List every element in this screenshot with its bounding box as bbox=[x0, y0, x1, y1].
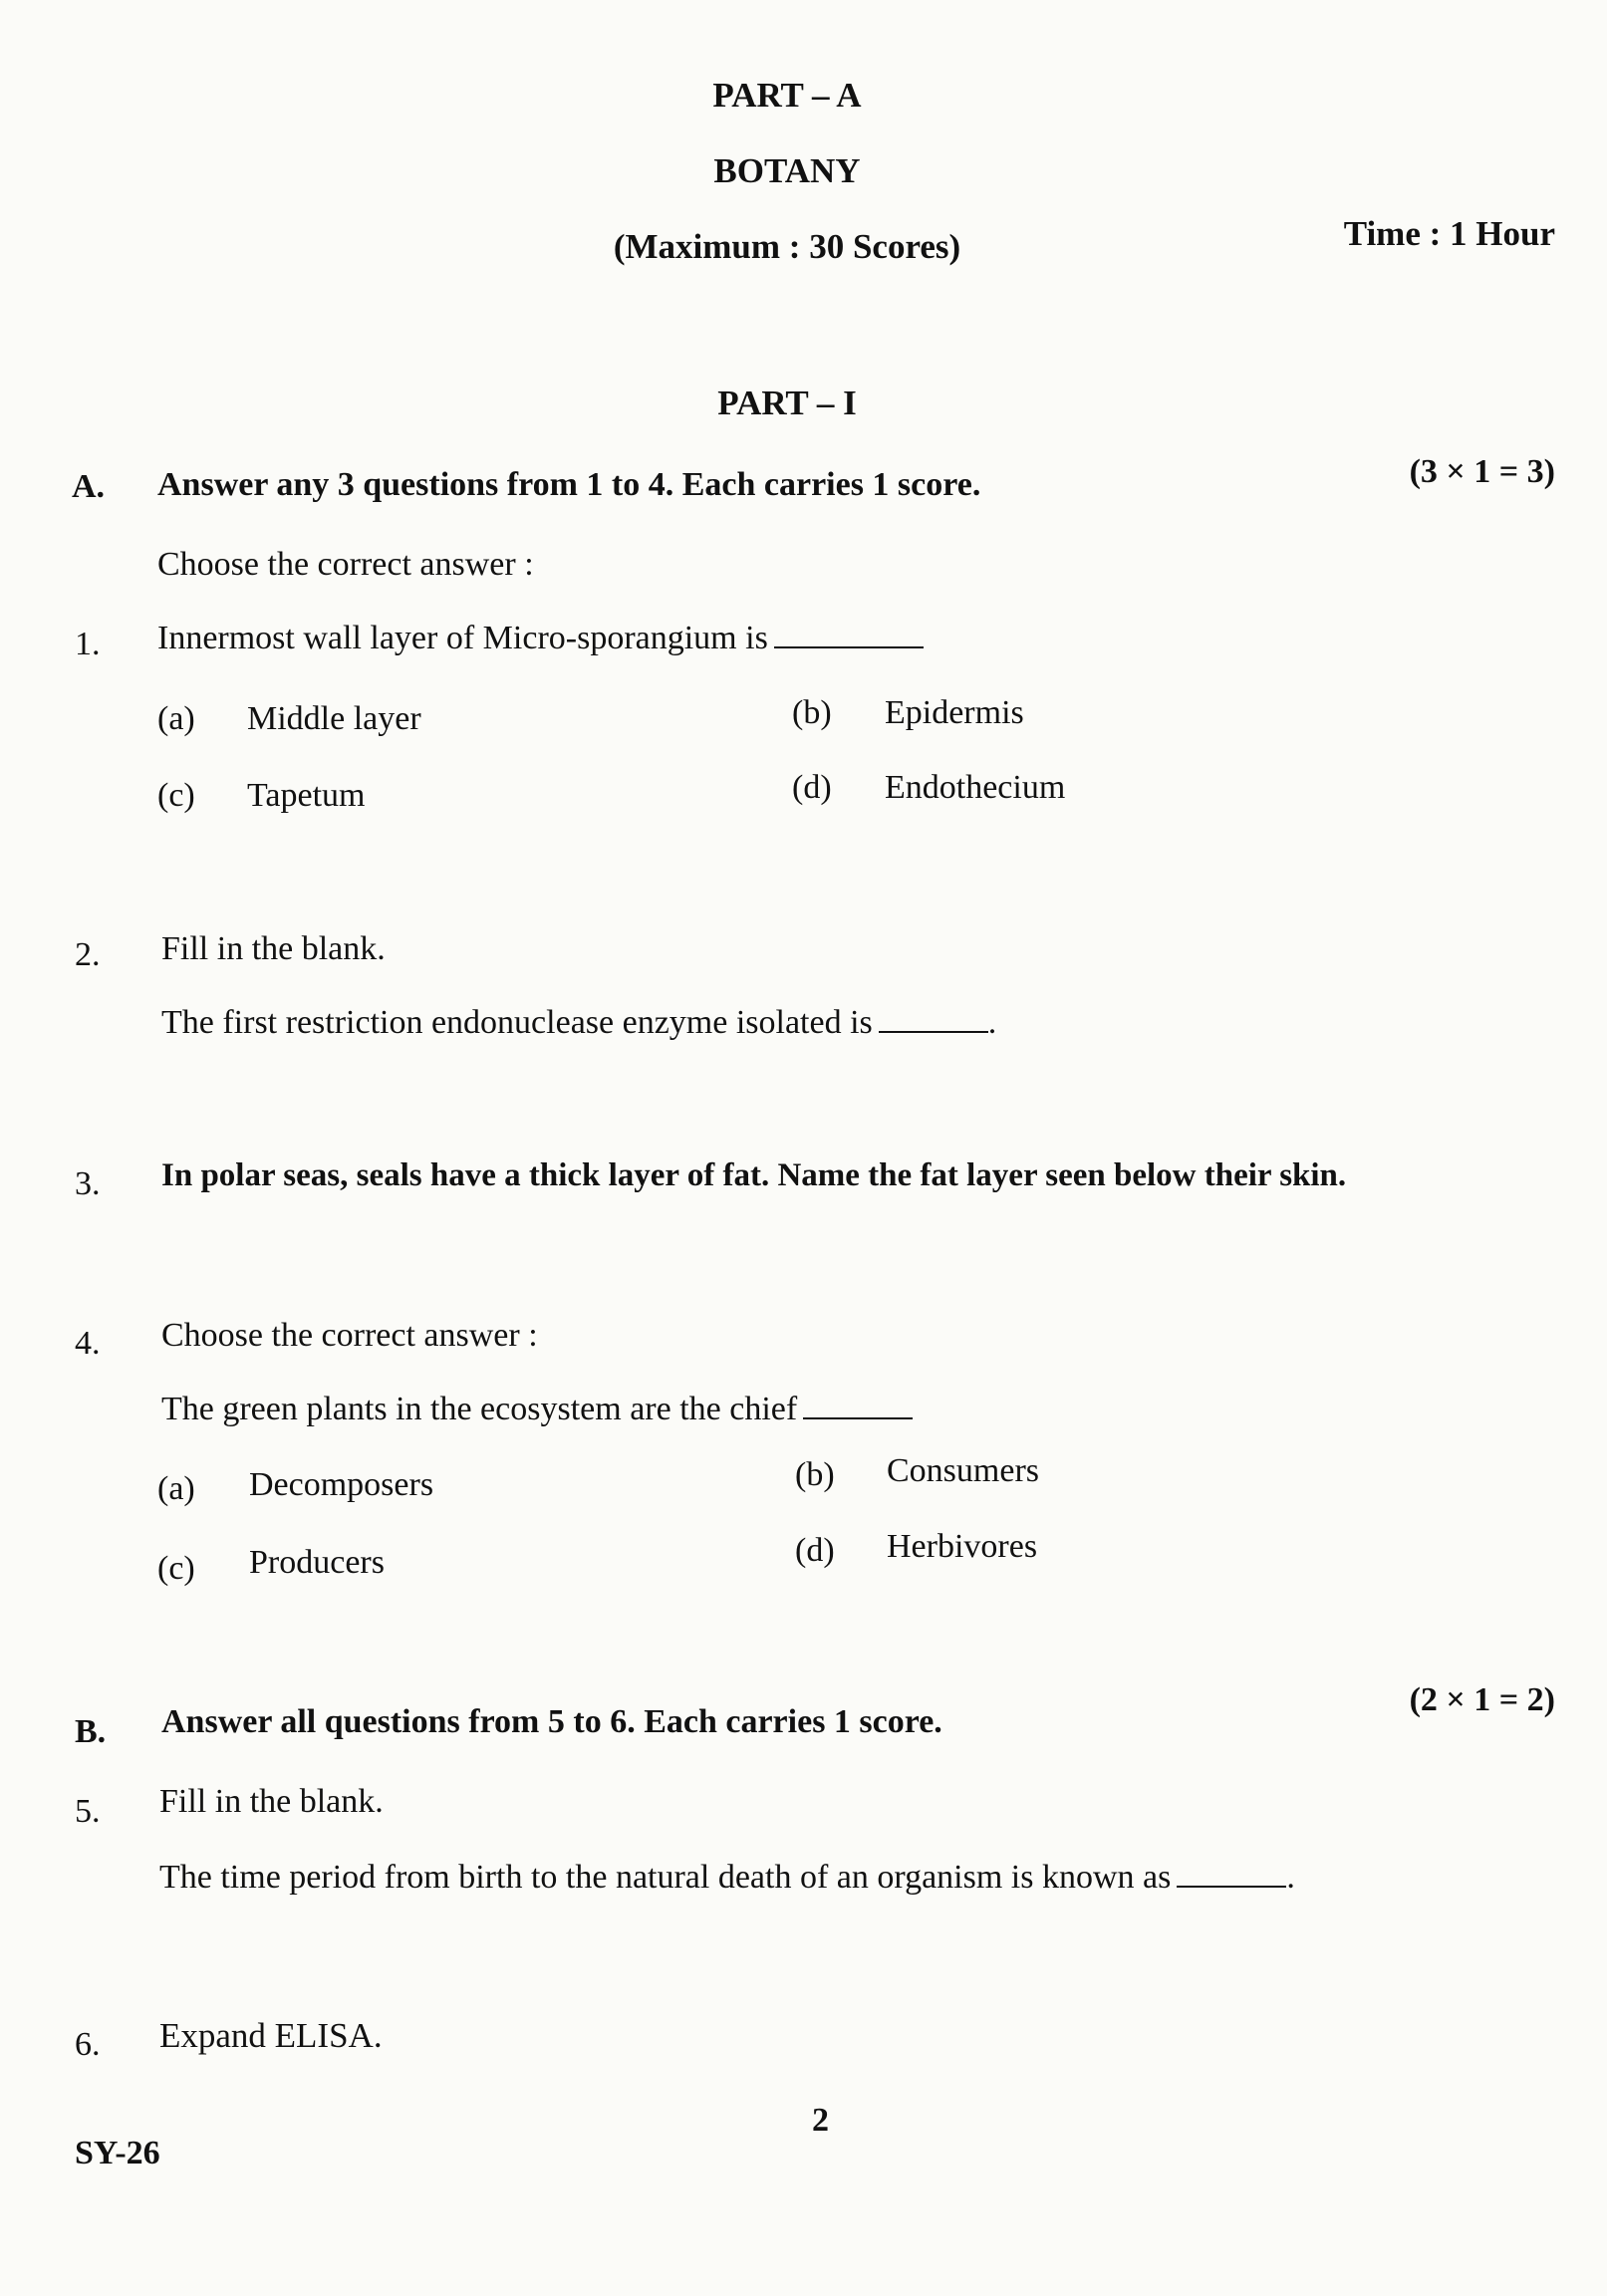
section-b-marks: (2 × 1 = 2) bbox=[1409, 1681, 1555, 1718]
option-label: (a) bbox=[157, 700, 195, 737]
paper-code: SY-26 bbox=[75, 2135, 160, 2171]
option-text: Endothecium bbox=[885, 769, 1066, 806]
question-number: 5. bbox=[75, 1793, 101, 1830]
question-3-text: In polar seas, seals have a thick layer of fat. Name the fat layer seen below their skin. bbox=[161, 1157, 1347, 1193]
option-text: Herbivores bbox=[887, 1528, 1038, 1565]
option-label: (c) bbox=[157, 1550, 195, 1587]
question-6-text: Expand ELISA. bbox=[159, 2016, 383, 2055]
answer-blank bbox=[879, 1030, 988, 1033]
option-text: Middle layer bbox=[247, 700, 421, 737]
question-1-text: Innermost wall layer of Micro-sporangium is bbox=[157, 620, 924, 657]
option-text: Consumers bbox=[887, 1452, 1039, 1489]
option-label: (a) bbox=[157, 1470, 195, 1507]
question-2-line: The first restriction endonuclease enzyme isolated is . bbox=[161, 1004, 997, 1041]
page-number: 2 bbox=[812, 2102, 829, 2139]
question-4-line: The green plants in the ecosystem are the chief bbox=[161, 1391, 913, 1428]
option-label: (b) bbox=[792, 694, 832, 731]
question-5-line: The time period from birth to the natural death of an organism is known as . bbox=[159, 1859, 1295, 1896]
section-a-sub-instruction: Choose the correct answer : bbox=[157, 546, 534, 583]
answer-blank bbox=[774, 645, 924, 648]
part-heading: PART – A bbox=[712, 76, 862, 115]
section-b-letter: B. bbox=[75, 1713, 107, 1750]
question-number: 2. bbox=[75, 936, 101, 973]
question-number: 6. bbox=[75, 2026, 101, 2063]
answer-blank bbox=[1177, 1885, 1286, 1888]
question-number: 4. bbox=[75, 1325, 101, 1362]
option-text: Tapetum bbox=[247, 777, 366, 814]
question-number: 1. bbox=[75, 626, 101, 662]
option-label: (b) bbox=[795, 1456, 835, 1493]
answer-blank bbox=[803, 1416, 913, 1419]
question-number: 3. bbox=[75, 1165, 101, 1202]
option-text: Epidermis bbox=[885, 694, 1024, 731]
option-label: (d) bbox=[795, 1532, 835, 1569]
option-label: (c) bbox=[157, 777, 195, 814]
subject-heading: BOTANY bbox=[713, 151, 861, 190]
option-text: Producers bbox=[249, 1544, 385, 1581]
section-a-instruction: Answer any 3 questions from 1 to 4. Each carries 1 score. bbox=[157, 466, 981, 503]
option-text: Decomposers bbox=[249, 1466, 434, 1503]
section-b-instruction: Answer all questions from 5 to 6. Each carries 1 score. bbox=[161, 1703, 942, 1740]
section-a-marks: (3 × 1 = 3) bbox=[1409, 453, 1555, 490]
max-score: (Maximum : 30 Scores) bbox=[613, 227, 961, 266]
option-label: (d) bbox=[792, 769, 832, 806]
section-a-letter: A. bbox=[72, 468, 106, 505]
part-i-heading: PART – I bbox=[717, 383, 857, 422]
question-4-text: Choose the correct answer : bbox=[161, 1317, 538, 1354]
question-2-text: Fill in the blank. bbox=[161, 930, 386, 967]
question-5-text: Fill in the blank. bbox=[159, 1783, 384, 1820]
time-limit: Time : 1 Hour bbox=[1343, 214, 1555, 253]
